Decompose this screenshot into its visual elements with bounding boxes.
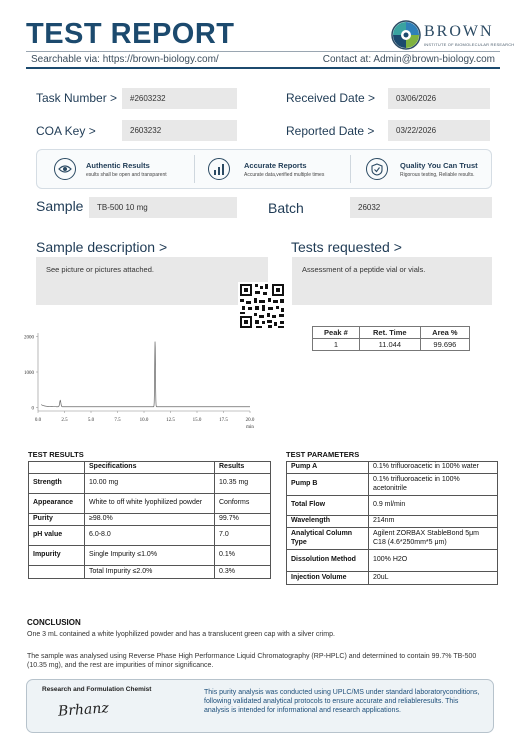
params-row-value: 20uL <box>369 572 498 585</box>
y-tick-label: 1000 <box>24 371 34 376</box>
brand-name: BROWN <box>424 23 494 40</box>
params-row-value: 0.1% trifluoroacetic in 100% water <box>369 462 498 474</box>
reported-date-field: 03/22/2026 <box>388 120 490 141</box>
peak-header-peak: Peak # <box>313 327 360 339</box>
brand-subtitle: INSTITUTE OF BIOMOLECULAR RESEARCH <box>424 42 515 47</box>
x-axis-label: min <box>246 425 254 430</box>
test-results-table <box>28 461 271 579</box>
results-row-result: 0.3% <box>215 566 271 579</box>
table-row <box>287 528 498 550</box>
params-row-value: Agilent ZORBAX StableBond 5μm C18 (4.6*250mm*5 μm) <box>369 528 498 550</box>
table-row <box>29 474 271 494</box>
tests-requested-heading: Tests requested > <box>291 239 402 255</box>
feature-quality-sub: Rigorous testing, Reliable results. <box>400 172 475 178</box>
peak-header-area: Area % <box>420 327 469 339</box>
params-row-value: 214nm <box>369 516 498 528</box>
chromatogram-trace <box>41 342 250 407</box>
results-header-result: Results <box>215 462 271 474</box>
sample-label: Sample <box>36 198 84 214</box>
results-row-name <box>29 566 85 579</box>
feature-authentic-sub: esults shall be open and transparent <box>86 172 167 178</box>
table-row <box>287 462 498 474</box>
results-row-spec: Single Impurity ≤1.0% <box>85 546 215 566</box>
results-header-blank <box>29 462 85 474</box>
x-tick-label: 5.0 <box>87 418 95 423</box>
results-row-name: Strength <box>29 474 85 494</box>
params-row-name: Injection Volume <box>287 572 369 585</box>
searchable-link[interactable]: Searchable via: https://brown-biology.com/ <box>31 54 219 65</box>
reported-date-label: Reported Date > <box>286 124 375 138</box>
results-row-name: Appearance <box>29 494 85 514</box>
results-row-result: 99.7% <box>215 514 271 526</box>
test-results-title: TEST RESULTS <box>28 450 84 459</box>
table-row <box>287 516 498 528</box>
results-row-result: 10.35 mg <box>215 474 271 494</box>
table-row <box>287 572 498 585</box>
shield-check-icon <box>366 158 388 180</box>
test-parameters-title: TEST PARAMETERS <box>286 450 360 459</box>
table-row <box>29 546 271 566</box>
peak-header-rettime: Ret. Time <box>359 327 420 339</box>
y-tick-label: 2000 <box>24 335 34 341</box>
results-row-result: 0.1% <box>215 546 271 566</box>
params-row-value: 0.9 ml/min <box>369 496 498 516</box>
params-row-value: 100% H2O <box>369 550 498 572</box>
params-row-value: 0.1% trifluoroacetic in 100% acetonitrile <box>369 474 498 496</box>
params-row-name: Analytical Column Type <box>287 528 369 550</box>
results-row-spec: 10.00 mg <box>85 474 215 494</box>
x-tick-label: 7.5 <box>114 418 121 423</box>
sample-description-box: See picture or pictures attached. <box>36 257 268 305</box>
params-row-name: Wavelength <box>287 516 369 528</box>
feature-accurate-title: Accurate Reports <box>244 161 307 170</box>
feature-quality-title: Quality You Can Trust <box>400 161 478 170</box>
chemist-signature: Brhanz <box>57 700 110 720</box>
peak-cell-number: 1 <box>313 339 360 351</box>
contact-email[interactable]: Contact at: Admin@brown-biology.com <box>322 54 495 65</box>
peak-cell-area: 99.696 <box>420 339 469 351</box>
feature-authentic-title: Authentic Results <box>86 161 150 170</box>
conclusion-heading: CONCLUSION <box>27 618 81 627</box>
task-number-label: Task Number > <box>36 91 118 105</box>
header-divider <box>26 51 500 52</box>
results-row-result: Conforms <box>215 494 271 514</box>
header-bar <box>26 67 500 69</box>
table-row <box>29 494 271 514</box>
table-row <box>29 514 271 526</box>
feature-separator <box>194 155 195 183</box>
sample-description-heading: Sample description > <box>36 239 168 255</box>
table-row <box>29 566 271 579</box>
received-date-field: 03/06/2026 <box>388 88 490 109</box>
task-number-field: #2603232 <box>122 88 237 109</box>
eye-icon <box>54 158 76 180</box>
conclusion-line-1: One 3 mL contained a white lyophilized powder and has a translucent green cap with a silver crimp. <box>27 631 335 638</box>
test-parameters-table <box>286 461 498 585</box>
table-row <box>287 550 498 572</box>
results-row-spec: 6.0-8.0 <box>85 526 215 546</box>
x-tick-label: 2.5 <box>61 418 68 423</box>
results-row-name: pH value <box>29 526 85 546</box>
chemist-title: Research and Formulation Chemist <box>42 686 152 693</box>
x-tick-label: 15.0 <box>192 418 202 423</box>
results-row-name: Impurity <box>29 546 85 566</box>
x-tick-label: 12.5 <box>166 418 175 423</box>
tests-requested-box: Assessment of a peptide vial or vials. <box>292 257 492 305</box>
footer-disclaimer: This purity analysis was conducted using UPLC/MS under standard laboratoryconditions, following validated analytical protocols to ensure accurate and reliableresults. This analysis is intended for informational and research applications. <box>204 689 480 714</box>
results-header-spec: Specifications <box>85 462 215 474</box>
table-row <box>287 474 498 496</box>
brand-logo-icon <box>390 19 422 51</box>
params-row-name: Pump A <box>287 462 369 474</box>
table-row <box>287 496 498 516</box>
bar-chart-icon <box>208 158 230 180</box>
coa-key-field: 2603232 <box>122 120 237 141</box>
table-row <box>29 526 271 546</box>
x-tick-label: 0.0 <box>34 418 42 423</box>
x-tick-label: 17.5 <box>219 418 228 423</box>
x-tick-label: 10.0 <box>139 418 149 423</box>
feature-accurate-sub: Accurate data,verified multiple times <box>244 172 325 178</box>
batch-field: 26032 <box>350 197 492 218</box>
results-row-spec: White to off white lyophilized powder <box>85 494 215 514</box>
params-row-name: Dissolution Method <box>287 550 369 572</box>
coa-key-label: COA Key > <box>36 124 96 138</box>
peak-table <box>312 326 470 351</box>
results-row-result: 7.0 <box>215 526 271 546</box>
received-date-label: Received Date > <box>286 91 376 105</box>
qr-code-icon[interactable] <box>238 282 286 330</box>
results-row-spec: ≥98.0% <box>85 514 215 526</box>
params-row-name: Total Flow <box>287 496 369 516</box>
y-tick-label: 0 <box>31 406 34 412</box>
conclusion-line-2: The sample was analysed using Reverse Phase High Performance Liquid Chromatography (RP-HPLC) and determined to contain 99.7% TB-500 (10.35 mg), and the rest are impurities of minor significance. <box>27 653 477 670</box>
chromatogram-chart <box>18 325 268 437</box>
report-title: TEST REPORT <box>26 18 235 50</box>
feature-separator <box>350 155 351 183</box>
sample-field: TB-500 10 mg <box>89 197 237 218</box>
x-tick-label: 20.0 <box>245 418 255 423</box>
batch-label: Batch <box>268 200 304 216</box>
results-row-name: Purity <box>29 514 85 526</box>
results-row-spec: Total Impurity ≤2.0% <box>85 566 215 579</box>
params-row-name: Pump B <box>287 474 369 496</box>
peak-cell-rettime: 11.044 <box>359 339 420 351</box>
